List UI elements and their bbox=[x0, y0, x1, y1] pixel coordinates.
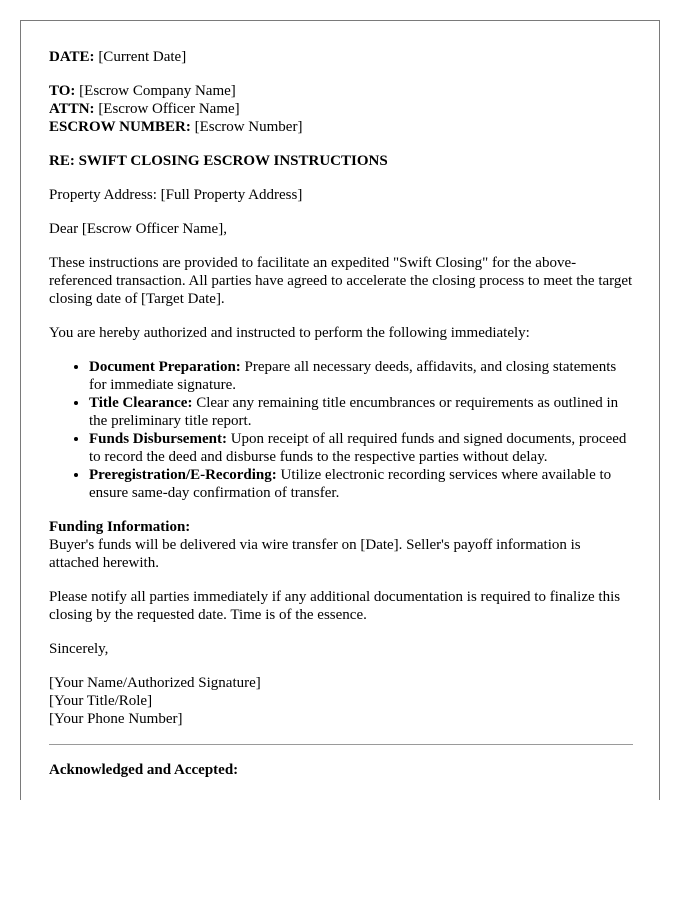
closing-line: Sincerely, bbox=[49, 641, 109, 657]
escrow-number-value: [Escrow Number] bbox=[194, 119, 303, 135]
funding-section bbox=[49, 518, 633, 572]
date-value: [Current Date] bbox=[98, 49, 187, 65]
recipient-block bbox=[49, 82, 633, 136]
date-line bbox=[49, 48, 633, 66]
escrow-number-line bbox=[49, 118, 633, 136]
to-line bbox=[49, 82, 633, 100]
attn-line bbox=[49, 100, 633, 118]
list-item-text: Clear any remaining title encumbrances or requirements as outlined in the preliminary title report. bbox=[89, 395, 619, 429]
list-item bbox=[89, 358, 633, 394]
instruction-list bbox=[49, 358, 633, 502]
signature-name: [Your Name/Authorized Signature] bbox=[49, 675, 261, 691]
list-item-text: Upon receipt of all required funds and signed documents, proceed to record the deed and disburse funds to the respective parties without delay. bbox=[89, 431, 627, 465]
notify-paragraph: Please notify all parties immediately if any additional documentation is required to finalize this closing by the requested date. Time is of the essence. bbox=[49, 589, 621, 623]
authorization-paragraph: You are hereby authorized and instructed to perform the following immediately: bbox=[49, 325, 530, 341]
attn-value: [Escrow Officer Name] bbox=[98, 101, 240, 117]
subject-text: RE: SWIFT CLOSING ESCROW INSTRUCTIONS bbox=[49, 153, 388, 169]
list-item bbox=[89, 466, 633, 502]
signature-block bbox=[49, 674, 633, 728]
list-item-text: Utilize electronic recording services where available to ensure same-day confirmation of transfer. bbox=[89, 467, 612, 501]
signature-phone: [Your Phone Number] bbox=[49, 711, 183, 727]
subject-line bbox=[49, 152, 633, 170]
letter-body bbox=[49, 48, 633, 779]
funding-heading bbox=[49, 518, 633, 536]
letter-page bbox=[20, 20, 660, 800]
signature-title: [Your Title/Role] bbox=[49, 693, 153, 709]
funding-text: Buyer's funds will be delivered via wire transfer on [Date]. Seller's payoff information is attached herewith. bbox=[49, 537, 581, 571]
section-divider bbox=[49, 744, 633, 745]
list-item-title: Funds Disbursement: bbox=[89, 431, 227, 447]
acknowledgment-heading bbox=[49, 761, 633, 779]
list-item bbox=[89, 394, 633, 430]
date-label: DATE: bbox=[49, 49, 95, 65]
list-item-title: Document Preparation: bbox=[89, 359, 241, 375]
list-item-title: Preregistration/E-Recording: bbox=[89, 467, 277, 483]
funding-heading-text: Funding Information: bbox=[49, 519, 191, 535]
intro-paragraph: These instructions are provided to facilitate an expedited "Swift Closing" for the above-referenced transaction. All parties have agreed to accelerate the closing process to meet the target closing date of [Target Date]. bbox=[49, 255, 633, 307]
list-item bbox=[89, 430, 633, 466]
to-value: [Escrow Company Name] bbox=[79, 83, 236, 99]
to-label: TO: bbox=[49, 83, 76, 99]
list-item-title: Title Clearance: bbox=[89, 395, 193, 411]
salutation: Dear [Escrow Officer Name], bbox=[49, 221, 227, 237]
attn-label: ATTN: bbox=[49, 101, 95, 117]
list-item-text: Prepare all necessary deeds, affidavits, and closing statements for immediate signature. bbox=[89, 359, 617, 393]
property-address: Property Address: [Full Property Address] bbox=[49, 187, 303, 203]
acknowledgment-heading-text: Acknowledged and Accepted: bbox=[49, 762, 239, 778]
escrow-number-label: ESCROW NUMBER: bbox=[49, 119, 191, 135]
